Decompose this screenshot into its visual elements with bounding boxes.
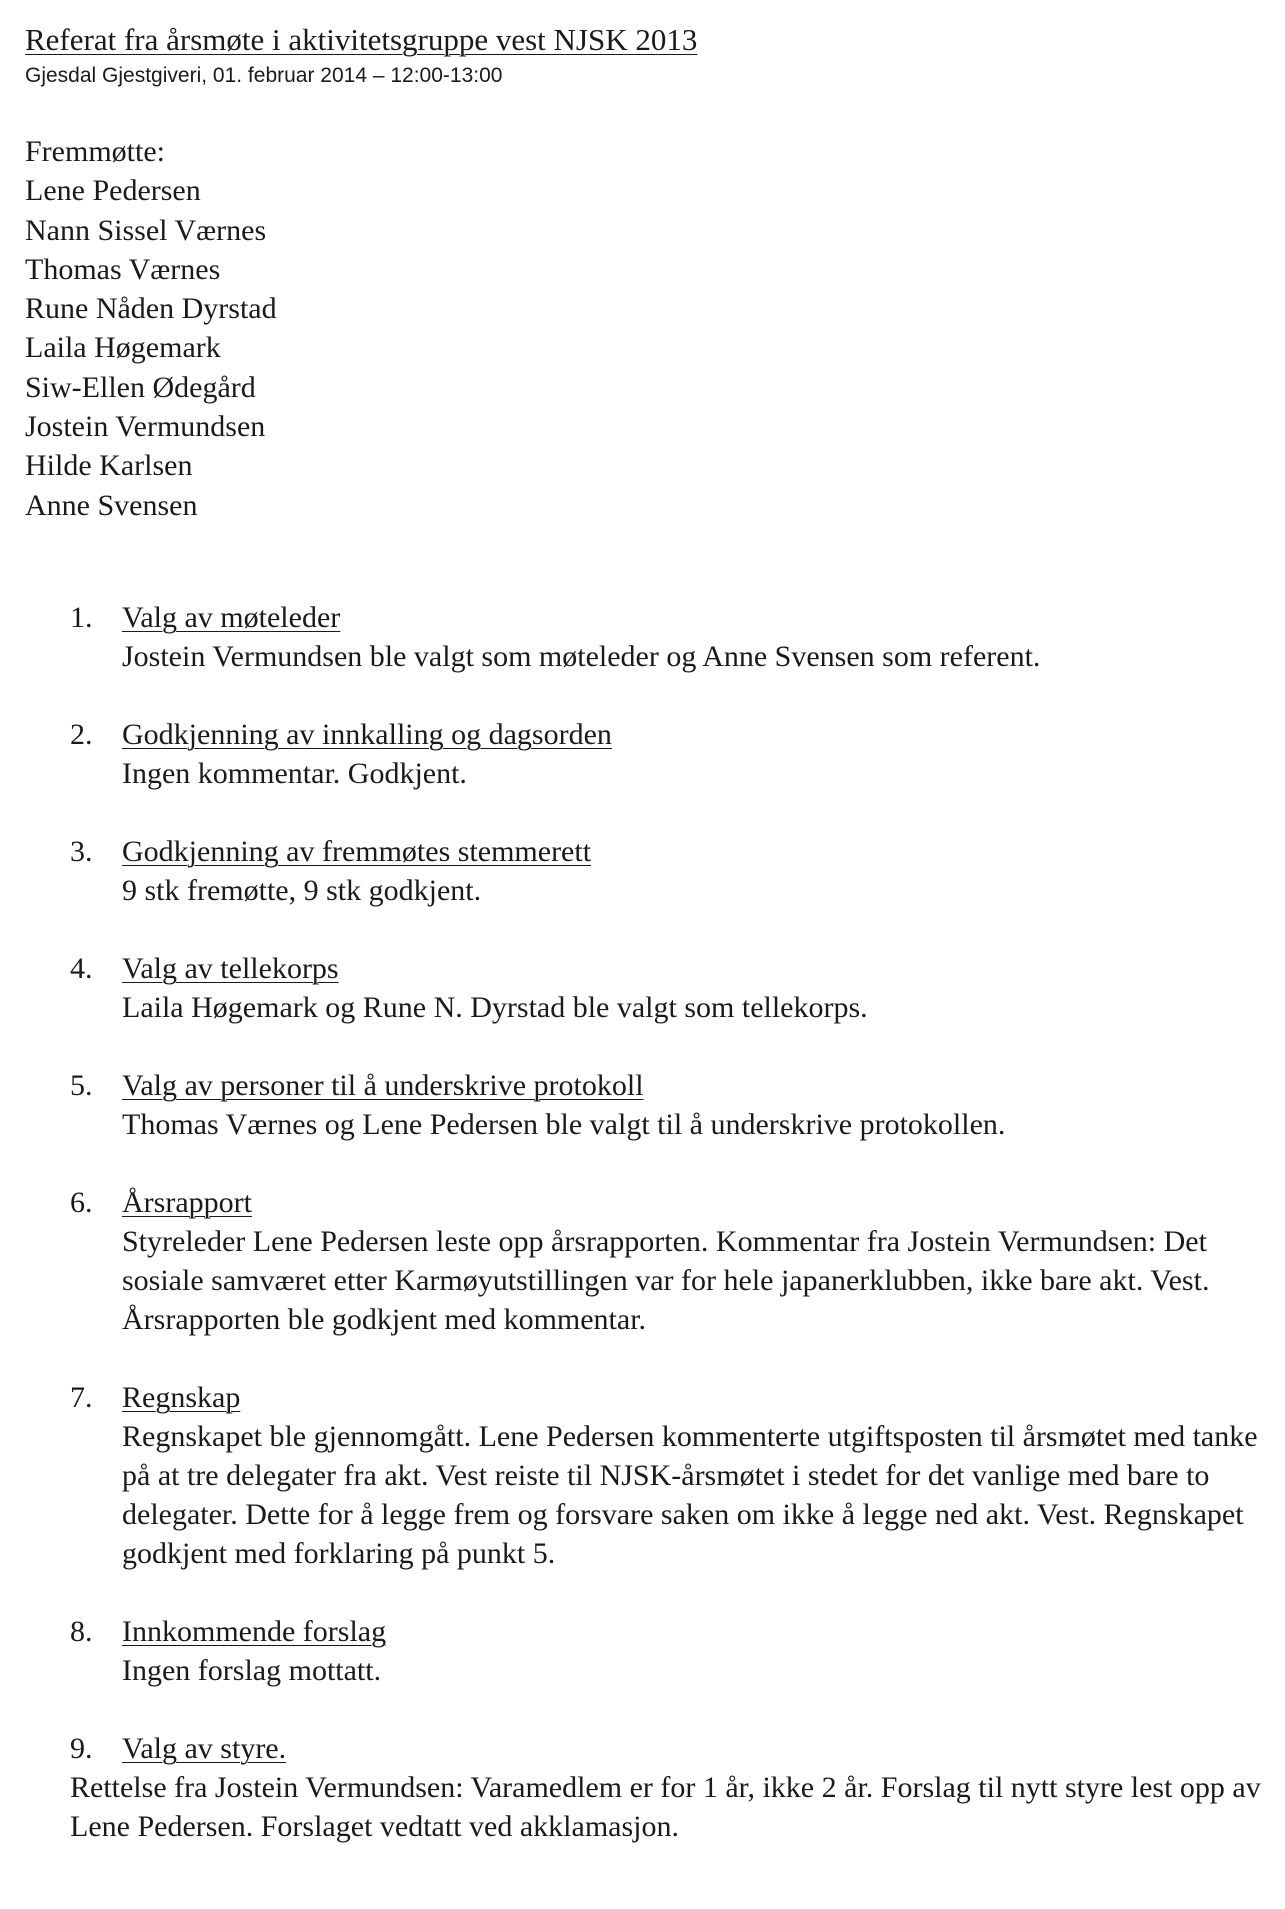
agenda-item-body: Ingen kommentar. Godkjent. <box>122 757 467 790</box>
agenda-item-body: Rettelse fra Jostein Vermundsen: Varamedlem er for 1 år, ikke 2 år. Forslag til nytt styre lest opp av Lene Pedersen. Forslaget vedtatt ved akklamasjon. <box>70 1771 1261 1843</box>
agenda-item-number: 1. <box>70 601 93 634</box>
agenda-item-number: 5. <box>70 1069 93 1102</box>
agenda-item-body: Thomas Værnes og Lene Pedersen ble valgt til å underskrive protokollen. <box>122 1108 1006 1141</box>
attendees-label: Fremmøtte: <box>25 135 165 168</box>
agenda-item <box>70 598 1270 676</box>
agenda-item <box>70 1612 1270 1690</box>
agenda-item <box>70 1378 1270 1573</box>
agenda-item-heading: Godkjenning av fremmøtes stemmerett <box>122 835 592 868</box>
agenda-item-heading: Regnskap <box>122 1381 241 1414</box>
attendee-name: Nann Sissel Værnes <box>25 213 267 247</box>
document-title: Referat fra årsmøte i aktivitetsgruppe vest NJSK 2013 <box>25 22 698 57</box>
agenda-item <box>70 949 1270 1027</box>
agenda-item-body: Ingen forslag mottatt. <box>122 1654 382 1687</box>
agenda-item <box>70 1183 1270 1339</box>
attendee-name: Thomas Værnes <box>25 252 221 286</box>
attendee-name: Lene Pedersen <box>25 174 201 208</box>
agenda-item-heading: Valg av tellekorps <box>122 952 339 985</box>
attendee-name: Siw-Ellen Ødegård <box>25 370 256 404</box>
agenda-item-heading: Valg av møteleder <box>122 601 341 634</box>
agenda-item-heading: Innkommende forslag <box>122 1615 387 1648</box>
agenda-item-heading: Valg av styre. <box>122 1732 287 1765</box>
attendee-name: Laila Høgemark <box>25 331 221 365</box>
attendee-name: Anne Svensen <box>25 488 198 522</box>
agenda-item-number: 6. <box>70 1186 93 1219</box>
attendee-list <box>25 132 277 525</box>
agenda-item <box>70 715 1270 793</box>
agenda-list <box>70 598 1270 1846</box>
document-subtitle: Gjesdal Gjestgiveri, 01. februar 2014 – 12:00-13:00 <box>25 64 503 87</box>
agenda-item-body: 9 stk fremøtte, 9 stk godkjent. <box>122 874 482 907</box>
agenda-item-number: 2. <box>70 718 93 751</box>
agenda-item-body: Laila Høgemark og Rune N. Dyrstad ble valgt som tellekorps. <box>122 991 868 1024</box>
agenda-item-body: Styreleder Lene Pedersen leste opp årsrapporten. Kommentar fra Jostein Vermundsen: Det sosiale samværet etter Karmøyutstillingen var for hele japanerklubben, ikke bare akt. Vest. Årsrapporten ble godkjent med kommentar. <box>122 1225 1210 1336</box>
attendee-name: Rune Nåden Dyrstad <box>25 292 277 326</box>
agenda-item-number: 9. <box>70 1732 93 1765</box>
agenda-item-number: 3. <box>70 835 93 868</box>
agenda-item-number: 7. <box>70 1381 93 1414</box>
agenda-item-heading: Valg av personer til å underskrive protokoll <box>122 1069 644 1102</box>
agenda-item-number: 8. <box>70 1615 93 1648</box>
attendee-name: Jostein Vermundsen <box>25 410 266 444</box>
agenda-item <box>70 1066 1270 1144</box>
attendee-name: Hilde Karlsen <box>25 449 193 483</box>
agenda-item-body: Jostein Vermundsen ble valgt som møteleder og Anne Svensen som referent. <box>122 640 1041 673</box>
agenda-item <box>70 832 1270 910</box>
agenda-item <box>70 1729 1270 1846</box>
agenda-item-body: Regnskapet ble gjennomgått. Lene Pedersen kommenterte utgiftsposten til årsmøtet med tanke på at tre delegater fra akt. Vest reiste til NJSK-årsmøtet i stedet for det vanlige med bare to delegater. Dette for å legge frem og forsvare saken om ikke å legge ned akt. Vest. Regnskapet godkjent med forklaring på punkt 5. <box>122 1420 1258 1570</box>
agenda-item-number: 4. <box>70 952 93 985</box>
agenda-item-heading: Godkjenning av innkalling og dagsorden <box>122 718 612 751</box>
agenda-item-heading: Årsrapport <box>122 1186 252 1219</box>
